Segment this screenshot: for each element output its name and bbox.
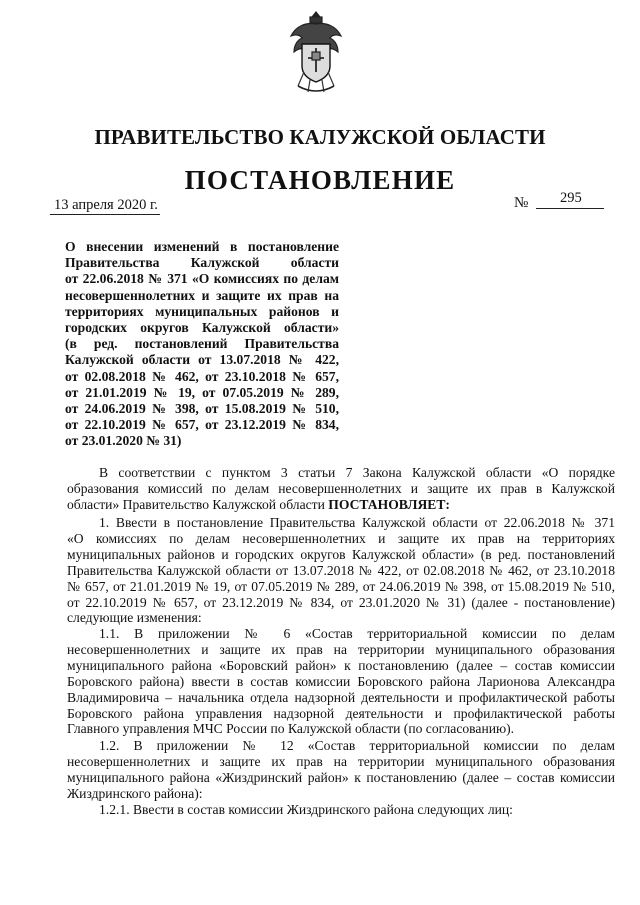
text-line: муниципального района «Боровский район» к постановлению (далее – состав комиссии bbox=[67, 657, 615, 673]
text-line: 1.2.1. Ввести в состав комиссии Жиздринского района следующих лиц: bbox=[99, 802, 513, 817]
government-title: ПРАВИТЕЛЬСТВО КАЛУЖСКОЙ ОБЛАСТИ bbox=[94, 125, 546, 149]
text-line: от 22.06.2018 № 371 «О комиссиях по делам bbox=[65, 271, 339, 287]
text-line: Главного управления МЧС России по Калужской области (по согласованию). bbox=[67, 721, 515, 737]
paragraph-item-1-1 bbox=[67, 626, 615, 737]
text-line: от 21.01.2019 № 19, от 07.05.2019 № 289, bbox=[65, 384, 339, 400]
text-line: Боровского района) ввести в состав комиссии Боровского района Ларионова Александра bbox=[67, 673, 615, 689]
text-line: № 657, от 21.01.2019 № 19, от 07.05.2019 № 289, от 24.06.2019 № 398, от 15.08.2019 № 510, bbox=[67, 578, 615, 594]
text-line: муниципального района «Жиздринский район» к постановлению (далее – состав комиссии bbox=[67, 769, 615, 785]
text-line: от 02.08.2018 № 462, от 23.10.2018 № 657, bbox=[65, 368, 339, 384]
text-line: от 22.10.2019 № 657, от 23.12.2019 № 834, bbox=[65, 417, 339, 433]
text-line: В соответствии с пунктом 3 статьи 7 Закона Калужской области «О порядке bbox=[99, 465, 615, 480]
number-underline bbox=[536, 208, 604, 209]
text-line: Боровского района управления надзорной деятельности и профилактической работы bbox=[67, 705, 615, 721]
document-date: 13 апреля 2020 г. bbox=[54, 197, 158, 213]
document-number: 295 bbox=[560, 190, 582, 206]
text-line: Правительства Калужской области bbox=[65, 255, 339, 271]
text-line: 1.2. В приложении № 12 «Состав территориальной комиссии по делам bbox=[99, 738, 615, 753]
text-line bbox=[67, 497, 615, 513]
paragraph-preamble bbox=[67, 465, 615, 513]
text-line: Владимировича – начальника отдела надзорной деятельности и профилактической работы bbox=[67, 689, 615, 705]
text-line: несовершеннолетних и защите их прав на территории муниципального образования bbox=[67, 753, 615, 769]
text-line: несовершеннолетних и защите их прав на bbox=[65, 287, 339, 303]
text-line: О внесении изменений в постановление bbox=[65, 239, 339, 254]
text-line: территориях муниципальных районов и bbox=[65, 303, 339, 319]
text-line: Жиздринского района): bbox=[67, 785, 203, 801]
text-run: области» Правительство Калужской области bbox=[67, 496, 329, 512]
text-line: от 23.01.2020 № 31) bbox=[65, 433, 182, 449]
paragraph-item-1-2-1 bbox=[67, 802, 615, 818]
text-line: Калужской области от 13.07.2018 № 422, bbox=[65, 352, 339, 368]
resolves-keyword: ПОСТАНОВЛЯЕТ: bbox=[328, 496, 450, 512]
text-line: муниципальных районов и городских округов Калужской области» (в ред. постановлений bbox=[67, 546, 615, 562]
document-type-heading: ПОСТАНОВЛЕНИЕ bbox=[184, 165, 456, 195]
text-line: Правительства Калужской области от 13.07.2018 № 422, от 02.08.2018 № 462, от 23.10.2018 bbox=[67, 562, 615, 578]
text-line: образования комиссий по делам несовершеннолетних и защите их прав в Калужской bbox=[67, 480, 615, 496]
date-underline bbox=[50, 214, 160, 215]
text-line: городских округов Калужской области» bbox=[65, 320, 339, 336]
document-subject bbox=[65, 239, 339, 450]
coat-of-arms-emblem bbox=[288, 10, 344, 96]
text-line: следующие изменения: bbox=[67, 610, 202, 626]
text-line: от 24.06.2019 № 398, от 15.08.2019 № 510, bbox=[65, 401, 339, 417]
text-line: от 22.10.2019 № 657, от 23.12.2019 № 834, от 23.01.2020 № 31) (далее - постановление) bbox=[67, 594, 615, 610]
paragraph-item-1-2 bbox=[67, 738, 615, 802]
text-line: 1. Ввести в постановление Правительства Калужской области от 22.06.2018 № 371 bbox=[99, 515, 615, 530]
text-line: (в ред. постановлений Правительства bbox=[65, 336, 339, 352]
text-line: несовершеннолетних и защите их прав на территории муниципального образования bbox=[67, 641, 615, 657]
number-sign: № bbox=[514, 195, 529, 211]
text-line: 1.1. В приложении № 6 «Состав территориальной комиссии по делам bbox=[99, 626, 615, 641]
text-line: «О комиссиях по делам несовершеннолетних и защите их прав на территориях bbox=[67, 530, 615, 546]
paragraph-item-1 bbox=[67, 515, 615, 626]
